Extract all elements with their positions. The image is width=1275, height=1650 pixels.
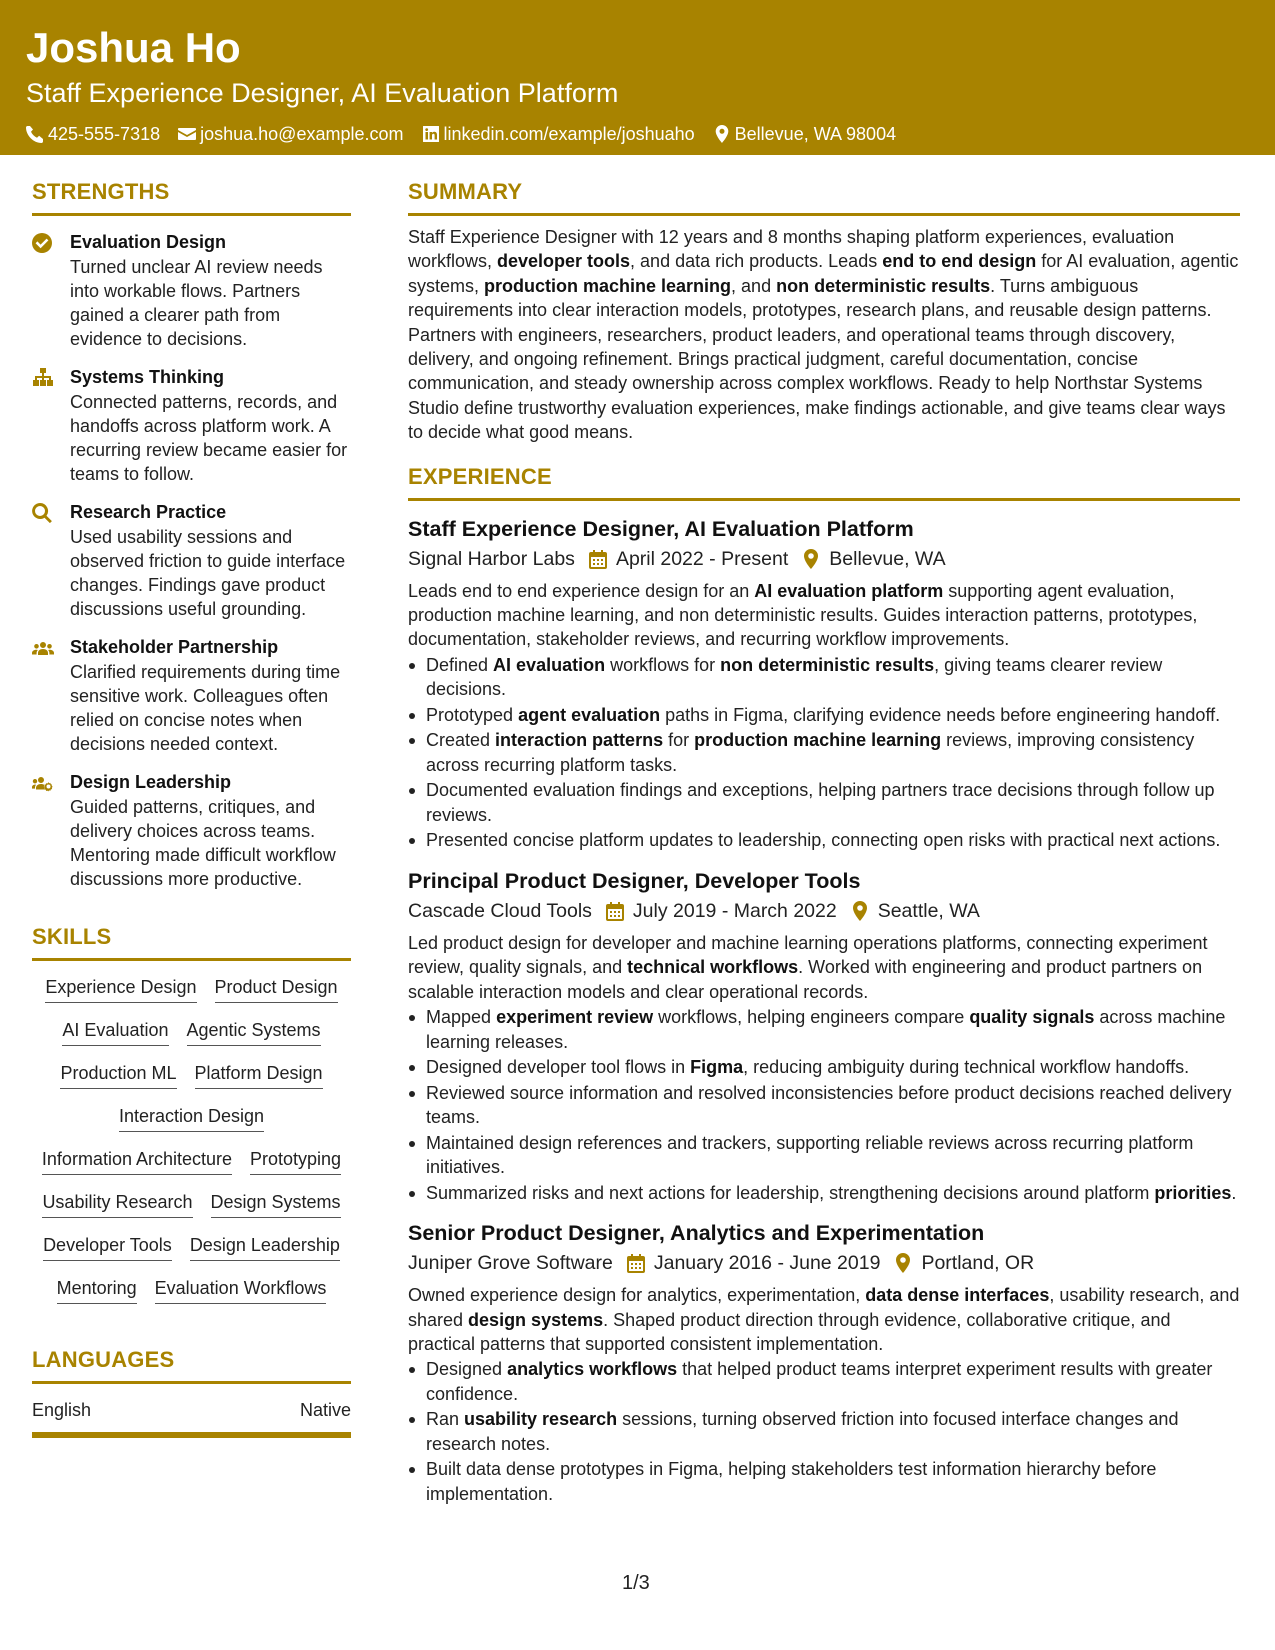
map-pin-icon bbox=[851, 901, 869, 921]
check-circle-icon bbox=[32, 233, 54, 253]
job-bullet bbox=[408, 1131, 1240, 1180]
resume-header bbox=[0, 0, 1275, 155]
job-bullet bbox=[408, 1081, 1240, 1130]
bold-keyword: usability research bbox=[464, 1409, 618, 1430]
skill-tag: Information Architecture bbox=[42, 1147, 232, 1175]
job-bullet bbox=[408, 778, 1240, 827]
text-run: , and bbox=[731, 275, 777, 296]
strength-description: Connected patterns, records, and handoffs across platform work. A recurring review became easier for teams to follow. bbox=[70, 392, 348, 484]
job-dates: April 2022 - Present bbox=[615, 547, 789, 570]
search-icon bbox=[32, 503, 54, 523]
bold-keyword: production machine learning bbox=[694, 730, 942, 751]
job-bullets bbox=[408, 1005, 1240, 1205]
bold-keyword: AI evaluation platform bbox=[754, 580, 944, 601]
text-run: Staff Experience Designer with 12 years and 8 months shaping platform experiences, evaluation workflows, bbox=[408, 227, 1175, 272]
strength-item bbox=[32, 770, 351, 891]
page-number: 1/3 bbox=[622, 1572, 650, 1594]
bold-keyword: design systems bbox=[468, 1309, 604, 1330]
job-bullet bbox=[408, 703, 1240, 727]
contact-phone bbox=[26, 122, 160, 146]
contact-email bbox=[178, 122, 403, 146]
job-meta bbox=[408, 897, 1240, 925]
languages-heading: LANGUAGES bbox=[32, 1346, 351, 1384]
job-bullet bbox=[408, 1357, 1240, 1406]
text-run: workflows, helping engineers compare bbox=[653, 1007, 970, 1028]
job-bullet bbox=[408, 1457, 1240, 1506]
map-pin-icon bbox=[802, 549, 820, 569]
email-link[interactable]: joshua.ho@example.com bbox=[200, 124, 404, 144]
skill-tag: Prototyping bbox=[250, 1147, 341, 1175]
strength-description: Turned unclear AI review needs into workable flows. Partners gained a clearer path from evidence to decisions. bbox=[70, 257, 323, 349]
job-description bbox=[408, 931, 1240, 1004]
job-bullet bbox=[408, 728, 1240, 777]
job-bullets bbox=[408, 653, 1240, 853]
job-bullet bbox=[408, 1005, 1240, 1054]
location-text: Bellevue, WA 98004 bbox=[734, 124, 897, 144]
job-location: Bellevue, WA bbox=[829, 547, 946, 570]
skill-tag: Design Systems bbox=[211, 1190, 341, 1218]
skill-tag: Usability Research bbox=[42, 1190, 192, 1218]
linkedin-link[interactable]: linkedin.com/example/joshuaho bbox=[443, 124, 695, 144]
strength-item bbox=[32, 500, 351, 621]
language-level: Native bbox=[299, 1400, 351, 1420]
job-title: Staff Experience Designer, AI Evaluation Platform bbox=[408, 516, 914, 541]
text-run: . bbox=[1231, 1182, 1237, 1203]
job-bullets bbox=[408, 1357, 1240, 1506]
job-bullet bbox=[408, 1181, 1240, 1205]
strength-title: Evaluation Design bbox=[70, 232, 227, 252]
text-run: , reducing ambiguity during technical workflow handoffs. bbox=[743, 1057, 1190, 1078]
bold-keyword: analytics workflows bbox=[507, 1359, 678, 1380]
bold-keyword: quality signals bbox=[969, 1007, 1095, 1028]
text-run: paths in Figma, clarifying evidence needs before engineering handoff. bbox=[660, 704, 1221, 725]
text-run: Defined bbox=[426, 654, 494, 675]
strength-description: Guided patterns, critiques, and delivery choices across teams. Mentoring made difficult workflow discussions more productive. bbox=[70, 797, 336, 889]
text-run: Summarized risks and next actions for leadership, strengthening decisions around platform bbox=[426, 1182, 1155, 1203]
skill-tag: AI Evaluation bbox=[62, 1018, 168, 1046]
job-entry bbox=[408, 515, 1240, 853]
skill-tag: Developer Tools bbox=[43, 1233, 172, 1261]
experience-list bbox=[408, 515, 1240, 1506]
strength-item bbox=[32, 230, 351, 351]
text-run: Maintained design references and trackers, supporting reliable reviews across recurring platform initiatives. bbox=[426, 1132, 1194, 1178]
right-column bbox=[408, 178, 1240, 1507]
strength-title: Stakeholder Partnership bbox=[70, 637, 279, 657]
bold-keyword: AI evaluation bbox=[493, 654, 606, 675]
skill-tag: Production ML bbox=[60, 1061, 176, 1089]
phone-icon bbox=[26, 125, 44, 143]
job-bullet bbox=[408, 1407, 1240, 1456]
text-run: Created bbox=[426, 730, 496, 751]
bold-keyword: Figma bbox=[690, 1057, 744, 1078]
summary-text bbox=[408, 225, 1240, 445]
job-entry bbox=[408, 867, 1240, 1205]
strength-description: Clarified requirements during time sensitive work. Colleagues often relied on concise notes when decisions needed context. bbox=[70, 662, 341, 754]
calendar-icon bbox=[606, 901, 624, 921]
bold-keyword: non deterministic results bbox=[776, 275, 991, 296]
job-meta bbox=[408, 545, 1240, 573]
calendar-icon bbox=[589, 549, 607, 569]
skill-tag: Agentic Systems bbox=[187, 1018, 321, 1046]
text-run: for AI evaluation, agentic systems, bbox=[408, 251, 1239, 296]
text-run: Mapped bbox=[426, 1007, 497, 1028]
linkedin-icon bbox=[422, 125, 440, 143]
job-bullet bbox=[408, 828, 1240, 852]
text-run: Led product design for developer and machine learning operations platforms, connecting experiment review, quality signals, and bbox=[408, 932, 1208, 978]
left-column bbox=[32, 178, 351, 1438]
company-name: Cascade Cloud Tools bbox=[408, 899, 592, 922]
job-location: Portland, OR bbox=[921, 1252, 1035, 1275]
text-run: across machine learning releases. bbox=[426, 1007, 1226, 1052]
bold-keyword: experiment review bbox=[496, 1007, 654, 1028]
calendar-icon bbox=[627, 1253, 645, 1273]
job-location: Seattle, WA bbox=[877, 899, 980, 922]
text-run: Built data dense prototypes in Figma, helping stakeholders test information hierarchy before implementation. bbox=[426, 1459, 1157, 1504]
job-bullet bbox=[408, 1055, 1240, 1079]
language-name: English bbox=[32, 1400, 92, 1420]
language-row bbox=[32, 1398, 351, 1438]
text-run: Documented evaluation findings and exceptions, helping partners trace decisions through follow up reviews. bbox=[426, 780, 1215, 825]
job-description bbox=[408, 579, 1240, 652]
skill-tag: Platform Design bbox=[195, 1061, 323, 1089]
text-run: , and data rich products. Leads bbox=[630, 251, 883, 272]
text-run: Designed bbox=[426, 1359, 508, 1380]
text-run: supporting agent evaluation, production machine learning, and non deterministic results. Guides interaction patterns, prototypes, documentation, stakeholder reviews, and recurring workflow improvements. bbox=[408, 580, 1198, 650]
candidate-role: Staff Experience Designer, AI Evaluation Platform bbox=[26, 78, 619, 108]
text-run: reviews, improving consistency across recurring platform tasks. bbox=[426, 730, 1195, 775]
job-meta bbox=[408, 1249, 1240, 1277]
bold-keyword: technical workflows bbox=[627, 957, 799, 978]
sitemap-icon bbox=[32, 368, 54, 388]
skills-heading: SKILLS bbox=[32, 923, 351, 961]
bold-keyword: developer tools bbox=[497, 251, 631, 272]
skill-tag: Evaluation Workflows bbox=[155, 1276, 327, 1304]
strength-item bbox=[32, 365, 351, 486]
job-title: Senior Product Designer, Analytics and Experimentation bbox=[408, 1221, 985, 1246]
company-name: Juniper Grove Software bbox=[408, 1252, 613, 1275]
map-pin-icon bbox=[713, 125, 731, 143]
text-run: , usability research, and shared bbox=[408, 1285, 1240, 1330]
text-run: workflows for bbox=[605, 654, 721, 675]
bold-keyword: production machine learning bbox=[484, 275, 732, 296]
text-run: Ran bbox=[426, 1409, 465, 1430]
text-run: . Turns ambiguous requirements into clear interaction models, prototypes, research plans, and reusable design patterns. Partners with engineers, researchers, product leaders, and operational teams through discovery, delivery, and ongoing refinement. Brings practical judgment, careful documentation, concise communication, and steady ownership across complex workflows. Ready to help Northstar Systems Studio define trustworthy evaluation experiences, make findings actionable, and give teams clear ways to decide what good means. bbox=[408, 275, 1226, 443]
strength-title: Research Practice bbox=[70, 502, 227, 522]
map-pin-icon bbox=[894, 1253, 912, 1273]
job-entry bbox=[408, 1219, 1240, 1506]
text-run: , giving teams clearer review decisions. bbox=[426, 654, 1163, 700]
text-run: Owned experience design for analytics, experimentation, bbox=[408, 1285, 866, 1306]
skill-tag: Mentoring bbox=[57, 1276, 137, 1304]
strength-description: Used usability sessions and observed friction to guide interface changes. Findings gave product discussions useful grounding. bbox=[70, 527, 346, 619]
skills-list bbox=[32, 975, 351, 1304]
text-run: for bbox=[663, 730, 695, 751]
job-dates: July 2019 - March 2022 bbox=[632, 899, 837, 922]
summary-heading: SUMMARY bbox=[408, 178, 1240, 216]
strength-title: Systems Thinking bbox=[70, 367, 225, 387]
text-run: Presented concise platform updates to leadership, connecting open risks with practical next actions. bbox=[426, 830, 1221, 851]
company-name: Signal Harbor Labs bbox=[408, 547, 575, 570]
bold-keyword: non deterministic results bbox=[720, 654, 935, 675]
text-run: Designed developer tool flows in bbox=[426, 1057, 691, 1078]
strengths-heading: STRENGTHS bbox=[32, 178, 351, 216]
text-run: that helped product teams interpret experiment results with greater confidence. bbox=[426, 1359, 1213, 1404]
bold-keyword: data dense interfaces bbox=[865, 1285, 1050, 1306]
contact-location bbox=[713, 122, 896, 146]
skill-tag: Interaction Design bbox=[119, 1104, 264, 1132]
strength-item bbox=[32, 635, 351, 756]
text-run: Reviewed source information and resolved inconsistencies before product decisions reached delivery teams. bbox=[426, 1082, 1232, 1128]
bold-keyword: end to end design bbox=[882, 251, 1037, 272]
users-icon bbox=[32, 638, 54, 658]
skill-tag: Design Leadership bbox=[190, 1233, 340, 1261]
job-description bbox=[408, 1283, 1240, 1356]
job-dates: January 2016 - June 2019 bbox=[653, 1252, 881, 1275]
users-cog-icon bbox=[32, 773, 54, 793]
strength-title: Design Leadership bbox=[70, 772, 232, 792]
text-run: . Shaped product direction through evidence, collaborative critique, and practical patterns that supported consistent implementation. bbox=[408, 1309, 1171, 1354]
job-title: Principal Product Designer, Developer Tools bbox=[408, 868, 861, 893]
candidate-name: Joshua Ho bbox=[26, 24, 241, 71]
bold-keyword: priorities bbox=[1154, 1182, 1232, 1203]
bold-keyword: interaction patterns bbox=[495, 730, 664, 751]
text-run: Prototyped bbox=[426, 704, 519, 725]
contact-linkedin bbox=[422, 122, 695, 146]
job-bullet bbox=[408, 653, 1240, 702]
text-run: . Worked with engineering and product partners on scalable interaction models and clear operational records. bbox=[408, 957, 1203, 1002]
text-run: Leads end to end experience design for an bbox=[408, 580, 755, 601]
bold-keyword: agent evaluation bbox=[518, 704, 661, 725]
skill-tag: Product Design bbox=[215, 975, 338, 1003]
experience-heading: EXPERIENCE bbox=[408, 463, 1240, 501]
envelope-icon bbox=[178, 125, 196, 143]
contact-bar bbox=[26, 122, 1249, 146]
skill-tag: Experience Design bbox=[45, 975, 196, 1003]
text-run: sessions, turning observed friction into focused interface changes and research notes. bbox=[426, 1409, 1179, 1454]
phone-number[interactable]: 425-555-7318 bbox=[48, 124, 161, 144]
